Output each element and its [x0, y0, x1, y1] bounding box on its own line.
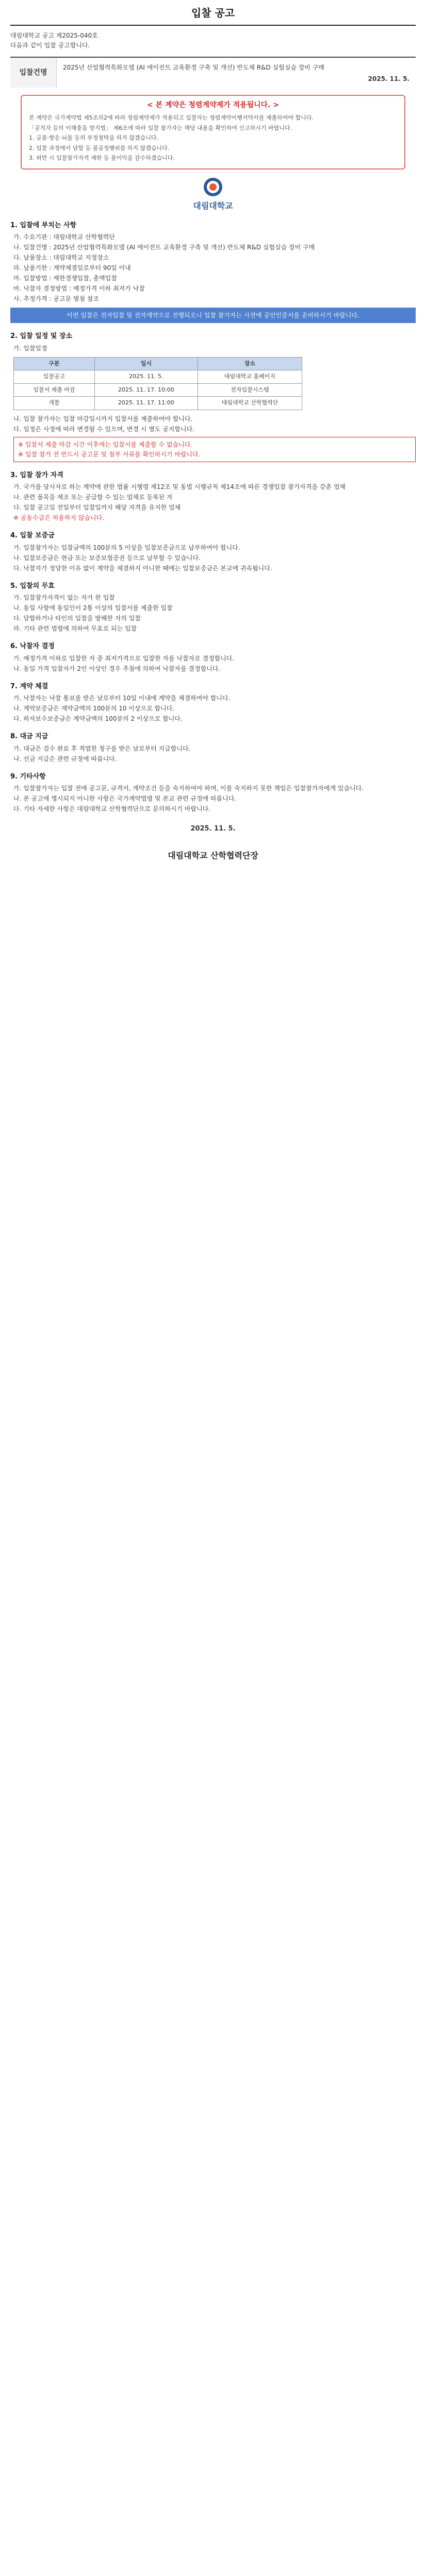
list-item: 다. 입찰 공고일 전일부터 입찰일까지 해당 자격을 유지한 업체 [13, 504, 181, 512]
section-4 [10, 531, 416, 573]
list-item: 다. 기타 자세한 사항은 대림대학교 산학협력단으로 문의하시기 바랍니다. [13, 805, 211, 813]
table-row [14, 383, 302, 397]
footer-date: 2025. 11. 5. [190, 825, 236, 833]
summary-date: 2025. 11. 5. [368, 75, 409, 83]
list-item: 나. 관련 품목을 제조 또는 공급할 수 있는 업체로 등록된 자 [13, 494, 173, 501]
header-lines [10, 31, 144, 50]
section-heading: 5. 입찰의 무효 [10, 582, 55, 590]
list-item: 나. 입찰보증금은 현금 또는 보증보험증권 등으로 납부할 수 있습니다. [13, 554, 201, 562]
section-note: 다. 일정은 사정에 따라 변경될 수 있으며, 변경 시 별도 공지합니다. [13, 425, 194, 433]
header-block [10, 31, 416, 50]
notice-item: 본 계약은 국가계약법 제5조의2에 따라 청렴계약제가 적용되고 입찰자는 청렴계약이행서약서를 제출하여야 합니다. [29, 114, 314, 122]
list-item: 다. 담합하거나 타인의 입찰을 방해한 자의 입찰 [13, 615, 141, 622]
list-item: 나. 입찰건명 : 2025년 산업협력특화모델 (AI 에이전트 교육환경 구축 및 개선) 반도체 R&D 실험실습 장비 구매 [13, 244, 315, 251]
table-row [14, 370, 302, 384]
list-item: 가. 국가를 당사자로 하는 계약에 관한 법률 시행령 제12조 및 동법 시행규칙 제14조에 따른 경쟁입찰 참가자격을 갖춘 업체 [13, 483, 346, 491]
header-line: 다음과 같이 입찰 공고합니다. [10, 42, 90, 49]
list-item: 나. 본 공고에 명시되지 아니한 사항은 국가계약법령 및 본교 관련 규정에 따릅니다. [13, 795, 237, 803]
section-1 [10, 221, 416, 304]
warning-item: ※ 입찰서 제출 마감 시간 이후에는 입찰서를 제출할 수 없습니다. [18, 440, 193, 448]
logo [10, 177, 416, 212]
university-logo-icon [203, 177, 223, 197]
notice-item: 3. 위반 시 입찰참가자격 제한 등 불이익을 감수하겠습니다. [29, 155, 175, 162]
table-cell: 전자입찰시스템 [198, 383, 302, 397]
list-item: 다. 납품장소 : 대림대학교 지정장소 [13, 254, 109, 262]
summary-content [57, 58, 416, 88]
notice-item: 1. 금품·향응·뇌물 등의 부정청탁을 하지 않겠습니다. [29, 134, 158, 142]
table-cell: 2025. 11. 5. [94, 370, 198, 384]
section-heading: 1. 입찰에 부치는 사항 [10, 221, 77, 229]
list-item: 가. 예정가격 이하로 입찰한 자 중 최저가격으로 입찰한 자를 낙찰자로 결정합니다. [13, 654, 235, 662]
list-item: 나. 선금 지급은 관련 규정에 따릅니다. [13, 755, 117, 762]
table-cell: 대림대학교 홈페이지 [198, 370, 302, 384]
table-header: 장소 [198, 357, 302, 370]
section-note: 나. 입찰 참가자는 입찰 마감일시까지 입찰서를 제출하여야 합니다. [13, 415, 193, 422]
table-cell: 2025. 11. 17. 10:00 [94, 383, 198, 397]
document-page [0, 0, 426, 877]
table-cell: 입찰공고 [14, 370, 95, 384]
table-cell: 입찰서 제출 마감 [14, 383, 95, 397]
list-item: 나. 계약보증금은 계약금액의 100분의 10 이상으로 합니다. [13, 705, 175, 713]
list-item: 가. 입찰참가자격이 없는 자가 한 입찰 [13, 594, 115, 602]
section-heading: 4. 입찰 보증금 [10, 532, 55, 540]
list-item: 라. 납품기한 : 계약체결일로부터 90일 이내 [13, 264, 131, 272]
warning-box [13, 437, 416, 462]
list-item: 가. 입찰참가자는 입찰금액의 100분의 5 이상을 입찰보증금으로 납부하여야 합니다. [13, 544, 240, 551]
integrity-notice [21, 95, 405, 170]
table-header: 일시 [94, 357, 198, 370]
list-item: 바. 낙찰자 결정방법 : 예정가격 이하 최저가 낙찰 [13, 285, 145, 293]
footer-org: 대림대학교 산학협력단장 [168, 850, 258, 860]
summary-label: 입찰건명 [10, 58, 57, 88]
list-item: 나. 동일 사항에 동일인이 2통 이상의 입찰서를 제출한 입찰 [13, 604, 173, 612]
header-line: 대림대학교 공고 제2025-040호 [10, 32, 98, 39]
schedule-table [13, 357, 302, 410]
list-item: 사. 추정가격 : 공고문 별첨 참조 [13, 295, 100, 303]
section-6 [10, 641, 416, 673]
section-heading: 7. 계약 체결 [10, 682, 48, 690]
list-item: 가. 대금은 검수 완료 후 적법한 청구를 받은 날로부터 지급합니다. [13, 744, 191, 752]
notice-item: 2. 입찰 과정에서 담합 등 불공정행위를 하지 않겠습니다. [29, 144, 170, 151]
list-item: 마. 입찰방법 : 제한경쟁입찰, 총액입찰 [13, 275, 117, 282]
summary-box [10, 57, 416, 88]
list-item: 나. 동일 가격 입찰자가 2인 이상인 경우 추첨에 의하여 낙찰자를 결정합니다. [13, 665, 221, 672]
table-cell: 2025. 11. 17. 11:00 [94, 397, 198, 410]
page-title: 입찰 공고 [10, 3, 416, 26]
section-2 [10, 331, 416, 462]
table-header: 구분 [14, 357, 95, 370]
warning-item: ※ 입찰 참가 전 반드시 공고문 및 첨부 서류를 확인하시기 바랍니다. [18, 450, 201, 458]
summary-name: 2025년 산업협력특화모델 (AI 에이전트 교육환경 구축 및 개선) 반도체 R&D 실험실습 장비 구매 [63, 64, 324, 72]
section-heading: 3. 입찰 참가 자격 [10, 471, 63, 479]
section-heading: 8. 대금 지급 [10, 733, 48, 741]
section-note: ※ 공동수급은 허용하지 않습니다. [13, 514, 105, 522]
list-item: 가. 낙찰자는 낙찰 통보를 받은 날로부터 10일 이내에 계약을 체결하여야 합니다. [13, 694, 231, 702]
highlight-banner: 이번 입찰은 전자입찰 및 전자계약으로 진행되오니 입찰 참가자는 사전에 공인인증서를 준비하시기 바랍니다. [10, 308, 416, 323]
logo-text: 대림대학교 [193, 200, 233, 211]
list-item: 다. 낙찰자가 정당한 이유 없이 계약을 체결하지 아니한 때에는 입찰보증금은 본교에 귀속됩니다. [13, 564, 272, 572]
list-item: 다. 하자보수보증금은 계약금액의 100분의 2 이상으로 합니다. [13, 715, 183, 723]
list-item: 가. 수요기관 : 대림대학교 산학협력단 [13, 233, 115, 241]
section-5 [10, 581, 416, 634]
section-intro: 가. 입찰일정 [13, 344, 47, 352]
notice-title: < 본 계약은 청렴계약제가 적용됩니다. > [146, 101, 279, 110]
section-heading: 6. 낙찰자 결정 [10, 642, 55, 651]
notice-item: 「공직자 등의 이해충돌 방지법」 제6조에 따라 입찰 참가자는 해당 내용을 확인하여 신고하시기 바랍니다. [29, 124, 292, 131]
list-item: 라. 기타 관련 법령에 의하여 무효로 되는 입찰 [13, 625, 137, 633]
section-3 [10, 470, 416, 523]
table-cell: 대림대학교 산학협력단 [198, 397, 302, 410]
section-8 [10, 732, 416, 764]
table-cell: 개찰 [14, 397, 95, 410]
table-row [14, 397, 302, 410]
section-9 [10, 772, 416, 814]
section-heading: 9. 기타사항 [10, 772, 46, 781]
list-item: 가. 입찰참가자는 입찰 전에 공고문, 규격서, 계약조건 등을 숙지하여야 하며, 이를 숙지하지 못한 책임은 입찰참가자에게 있습니다. [13, 785, 364, 792]
section-7 [10, 682, 416, 724]
section-heading: 2. 입찰 일정 및 장소 [10, 332, 72, 341]
